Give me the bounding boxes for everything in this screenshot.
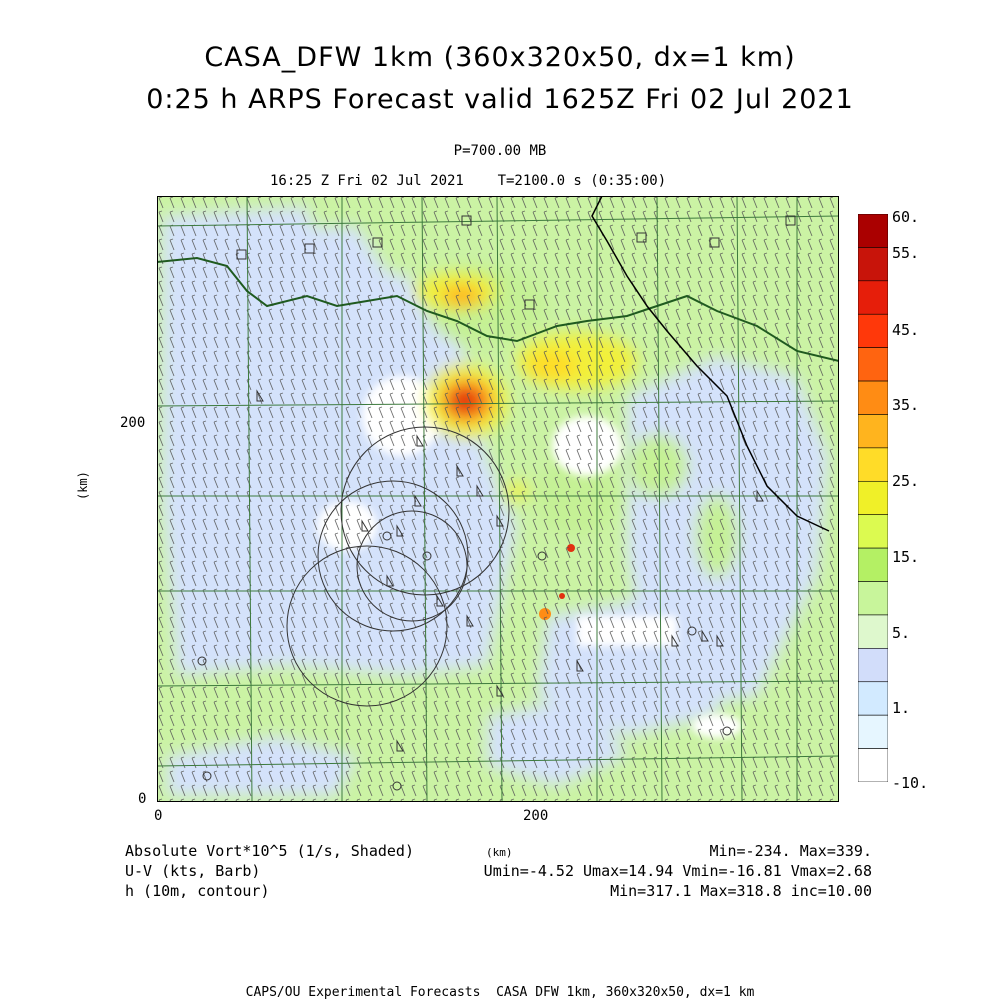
x-axis-unit: (km) (486, 846, 513, 859)
colorbar-swatch (858, 481, 888, 514)
colorbar-label: 35. (892, 396, 920, 414)
y-axis-label: (km) (76, 471, 90, 500)
colorbar-label: 55. (892, 244, 920, 262)
colorbar-swatch (858, 381, 888, 414)
x-tick-200: 200 (523, 808, 549, 824)
colorbar-swatch (858, 648, 888, 681)
colorbar-swatch (858, 448, 888, 481)
footer-credit: CAPS/OU Experimental Forecasts CASA DFW 1km, 360x320x50, dx=1 km (245, 985, 755, 1000)
forecast-map (157, 196, 839, 802)
colorbar-swatch (858, 582, 888, 615)
y-tick-200: 200 (120, 415, 146, 431)
colorbar-label: -10. (892, 774, 929, 792)
colorbar-label: 60. (892, 208, 920, 226)
colorbar-label: 45. (892, 321, 920, 339)
colorbar-swatch (858, 414, 888, 447)
colorbar-swatch (858, 247, 888, 280)
colorbar-swatch (858, 548, 888, 581)
colorbar-label: 25. (892, 472, 920, 490)
colorbar (858, 214, 888, 782)
colorbar-swatch (858, 682, 888, 715)
pressure-level: P=700.00 MB (453, 143, 547, 159)
x-tick-0: 0 (154, 808, 163, 824)
colorbar-swatch (858, 214, 888, 247)
colorbar-swatch (858, 749, 888, 782)
title-line-2: 0:25 h ARPS Forecast valid 1625Z Fri 02 Jul 2021 (146, 84, 854, 115)
colorbar-label: 5. (892, 624, 911, 642)
colorbar-swatch (858, 314, 888, 347)
legend-vorticity-range: Min=-234. Max=339. (709, 842, 872, 860)
legend-wind-label: U-V (kts, Barb) (125, 862, 261, 880)
colorbar-label: 1. (892, 699, 911, 717)
colorbar-swatch (858, 515, 888, 548)
title-line-1: CASA_DFW 1km (360x320x50, dx=1 km) (204, 42, 796, 73)
colorbar-swatch (858, 715, 888, 748)
colorbar-swatch (858, 615, 888, 648)
legend-height-label: h (10m, contour) (125, 882, 270, 900)
y-tick-0: 0 (138, 791, 147, 807)
legend-wind-range: Umin=-4.52 Umax=14.94 Vmin=-16.81 Vmax=2.68 (483, 862, 872, 880)
legend-vorticity-label: Absolute Vort*10^5 (1/s, Shaded) (125, 842, 414, 860)
colorbar-swatch (858, 348, 888, 381)
valid-time: 16:25 Z Fri 02 Jul 2021 T=2100.0 s (0:35:00) (270, 173, 667, 189)
colorbar-swatch (858, 281, 888, 314)
legend-height-range: Min=317.1 Max=318.8 inc=10.00 (610, 882, 872, 900)
colorbar-label: 15. (892, 548, 920, 566)
